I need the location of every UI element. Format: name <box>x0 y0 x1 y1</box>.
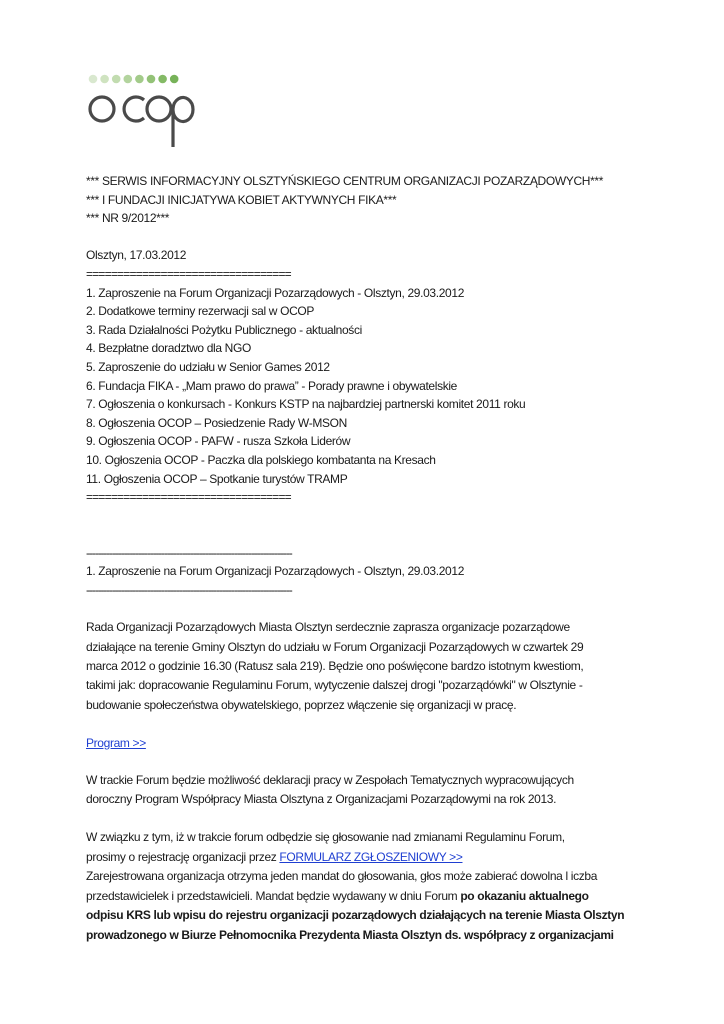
toc-item: 3. Rada Działalności Pożytku Publicznego - aktualności <box>86 322 362 337</box>
newsletter-body <box>86 172 646 945</box>
program-link-line <box>86 734 646 753</box>
paragraph-line <box>86 887 646 906</box>
bold-text: prowadzonego w Biurze Pełnomocnika Prezydenta Miasta Olsztyn ds. współpracy z organizacjami <box>86 927 614 942</box>
table-of-contents <box>86 284 646 489</box>
intro-paragraph <box>86 618 646 715</box>
paragraph-line: marca 2012 o godzinie 16.30 (Ratusz sala 219). Będzie ono poświęcone bardzo istotnym kwestiom, <box>86 659 584 674</box>
header-line-1: *** SERWIS INFORMACYJNY OLSZTYŃSKIEGO CENTRUM ORGANIZACJI POZARZĄDOWYCH*** <box>86 174 604 188</box>
toc-item: 7. Ogłoszenia o konkursach - Konkurs KSTP na najbardziej partnerski komitet 2011 roku <box>86 397 526 412</box>
program-link[interactable]: Program >> <box>86 735 146 750</box>
section-dash-top: ----------------------------------------------------------------------- <box>86 545 292 560</box>
toc-item: 4. Bezpłatne doradztwo dla NGO <box>86 341 251 356</box>
paragraph-line: doroczny Program Współpracy Miasta Olsztyna z Organizacjami Pozarządowymi na rok 2013. <box>86 792 557 807</box>
paragraph-line: W trackie Forum będzie możliwość deklaracji pracy w Zespołach Tematycznych wypracowujących <box>86 773 574 788</box>
logo-dot <box>147 75 156 84</box>
bold-text: odpisu KRS lub wpisu do rejestru organizacji pozarządowych działających na terenie Miasta Olsztyn <box>86 908 625 923</box>
section-title: 1. Zaproszenie na Forum Organizacji Pozarządowych - Olsztyn, 29.03.2012 <box>86 564 465 579</box>
bold-text: po okazaniu aktualnego <box>460 888 589 903</box>
logo-dot <box>124 75 133 84</box>
toc-item: 2. Dodatkowe terminy rezerwacji sal w OCOP <box>86 304 315 319</box>
paragraph-line: Zarejestrowana organizacja otrzyma jeden mandat do głosowania, głos może zabierać dowolna l iczba <box>86 869 598 884</box>
paragraph-line <box>86 906 646 925</box>
toc-item: 5. Zaproszenie do udziału w Senior Games 2012 <box>86 359 330 374</box>
registration-form-link[interactable]: FORMULARZ ZGŁOSZENIOWY >> <box>279 849 463 864</box>
paragraph-line: takimi jak: dopracowanie Regulaminu Forum, wytyczenie dalszej drogi "pozarządówki" w Olsztynie - <box>86 678 583 693</box>
paragraph-text: przedstawicielek i przedstawicieli. Mandat będzie wydawany w dniu Forum <box>86 888 461 903</box>
toc-item: 1. Zaproszenie na Forum Organizacji Pozarządowych - Olsztyn, 29.03.2012 <box>86 285 465 300</box>
header-line-2: *** I FUNDACJI INICJATYWA KOBIET AKTYWNYCH FIKA*** <box>86 192 397 207</box>
forum-paragraph <box>86 771 646 810</box>
logo-letters <box>90 97 193 147</box>
logo-dot <box>100 75 109 84</box>
separator-bottom: ================================= <box>86 490 291 505</box>
toc-item: 9. Ogłoszenia OCOP - PAFW - rusza Szkoła Liderów <box>86 434 351 449</box>
paragraph-line: działające na terenie Gminy Olsztyn do udziału w Forum Organizacji Pozarządowych w czwartek 29 <box>86 639 584 654</box>
logo-dot <box>158 75 167 84</box>
section-dash-bottom: ----------------------------------------------------------------------- <box>86 583 292 598</box>
header-line-3: *** NR 9/2012*** <box>86 211 170 226</box>
toc-item: 11. Ogłoszenia OCOP – Spotkanie turystów TRAMP <box>86 471 348 486</box>
paragraph-line: Rada Organizacji Pozarządowych Miasta Olsztyn serdecznie zaprasza organizacje pozarządowe <box>86 620 570 635</box>
toc-item: 8. Ogłoszenia OCOP – Posiedzenie Rady W-MSON <box>86 415 347 430</box>
separator-top: ================================= <box>86 266 291 281</box>
ocop-logo <box>86 73 196 153</box>
paragraph-line <box>86 926 646 945</box>
paragraph-line <box>86 848 646 867</box>
logo-dot <box>112 75 121 84</box>
toc-item: 10. Ogłoszenia OCOP - Paczka dla polskiego kombatanta na Kresach <box>86 452 436 467</box>
logo-dots <box>89 75 179 84</box>
registration-paragraph <box>86 828 646 944</box>
paragraph-line: W związku z tym, iż w trakcie forum odbędzie się głosowanie nad zmianami Regulaminu Forum, <box>86 830 565 845</box>
logo-dot <box>135 75 144 84</box>
logo-dot <box>89 75 98 84</box>
paragraph-text: prosimy o rejestrację organizacji przez <box>86 849 280 864</box>
logo-dot <box>170 75 179 84</box>
toc-item: 6. Fundacja FIKA - „Mam prawo do prawa” - Porady prawne i obywatelskie <box>86 378 458 393</box>
paragraph-line: budowanie społeczeństwa obywatelskiego, poprzez włączenie się organizacji w pracę. <box>86 697 517 712</box>
date-line: Olsztyn, 17.03.2012 <box>86 248 187 263</box>
